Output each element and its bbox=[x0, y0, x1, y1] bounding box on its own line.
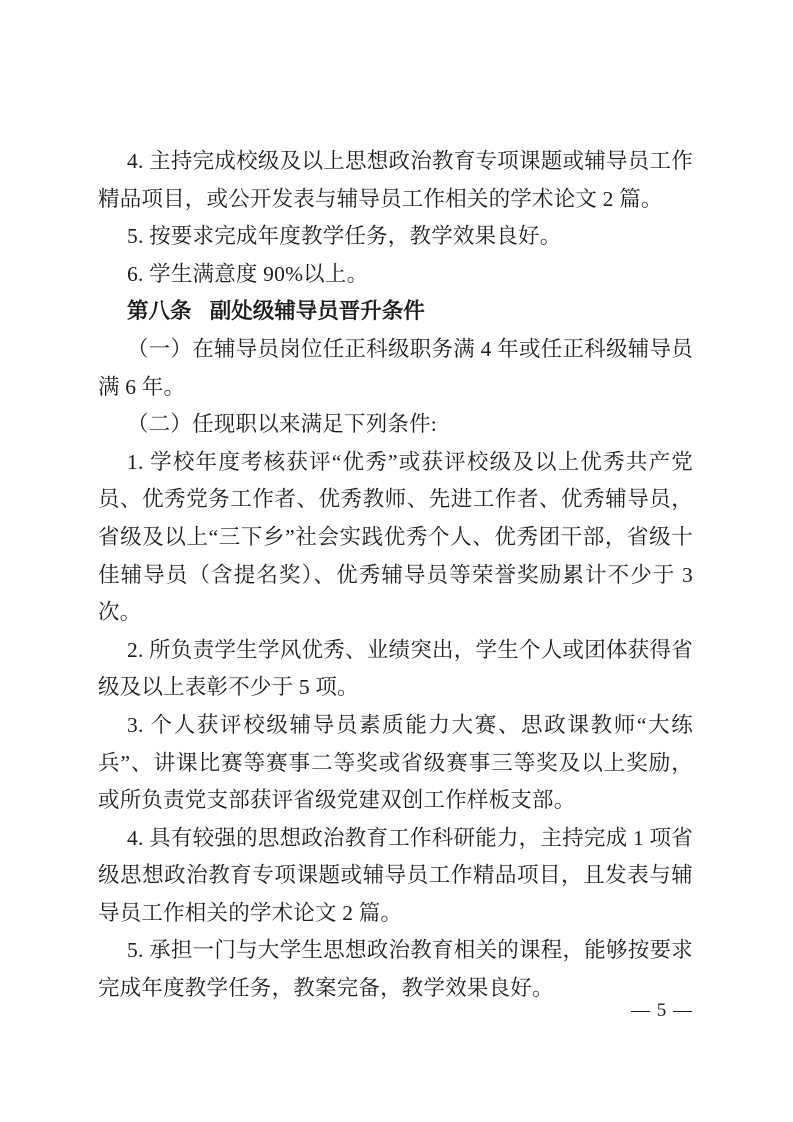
paragraph-condition-4: 4. 具有较强的思想政治教育工作科研能力，主持完成 1 项省级思想政治教育专项课题或辅导员工作精品项目，且发表与辅导员工作相关的学术论文 2 篇。 bbox=[98, 825, 693, 925]
paragraph-condition-1: 1. 学校年度考核获评“优秀”或获评校级及以上优秀共产党员、优秀党务工作者、优秀教师、先进工作者、优秀辅导员，省级及以上“三下乡”社会实践优秀个人、优秀团干部，省级十佳辅导员（含提名奖）、优秀辅导员等荣誉奖励累计不少于 3 次。 bbox=[98, 449, 693, 625]
paragraph-condition-5: 5. 承担一门与大学生思想政治教育相关的课程，能够按要求完成年度教学任务，教案完备，教学效果良好。 bbox=[98, 938, 693, 1001]
paragraph-clause-2: （二）任现职以来满足下列条件: bbox=[127, 412, 437, 437]
article-8-label: 第八条 bbox=[127, 299, 192, 324]
paragraph-item-4-prev-article: 4. 主持完成校级及以上思想政治教育专项课题或辅导员工作精品项目，或公开发表与辅导员工作相关的学术论文 2 篇。 bbox=[98, 149, 693, 211]
paragraph-item-5-prev-article: 5. 按要求完成年度教学任务，教学效果良好。 bbox=[127, 224, 562, 249]
document-body bbox=[98, 143, 693, 1008]
article-8-title: 副处级辅导员晋升条件 bbox=[209, 299, 425, 324]
page-number: — 5 — bbox=[631, 1000, 693, 1021]
paragraph-item-6-prev-article: 6. 学生满意度 90%以上。 bbox=[127, 261, 369, 286]
article-8-heading bbox=[98, 293, 693, 331]
paragraph-condition-2: 2. 所负责学生学风优秀、业绩突出，学生个人或团体获得省级及以上表彰不少于 5 项。 bbox=[98, 637, 693, 700]
paragraph-condition-3: 3. 个人获评校级辅导员素质能力大赛、思政课教师“大练兵”、讲课比赛等赛事二等奖或省级赛事三等奖及以上奖励，或所负责党支部获评省级党建双创工作样板支部。 bbox=[98, 712, 693, 813]
paragraph-clause-1: （一）在辅导员岗位任正科级职务满 4 年或任正科级辅导员满 6 年。 bbox=[98, 336, 693, 399]
